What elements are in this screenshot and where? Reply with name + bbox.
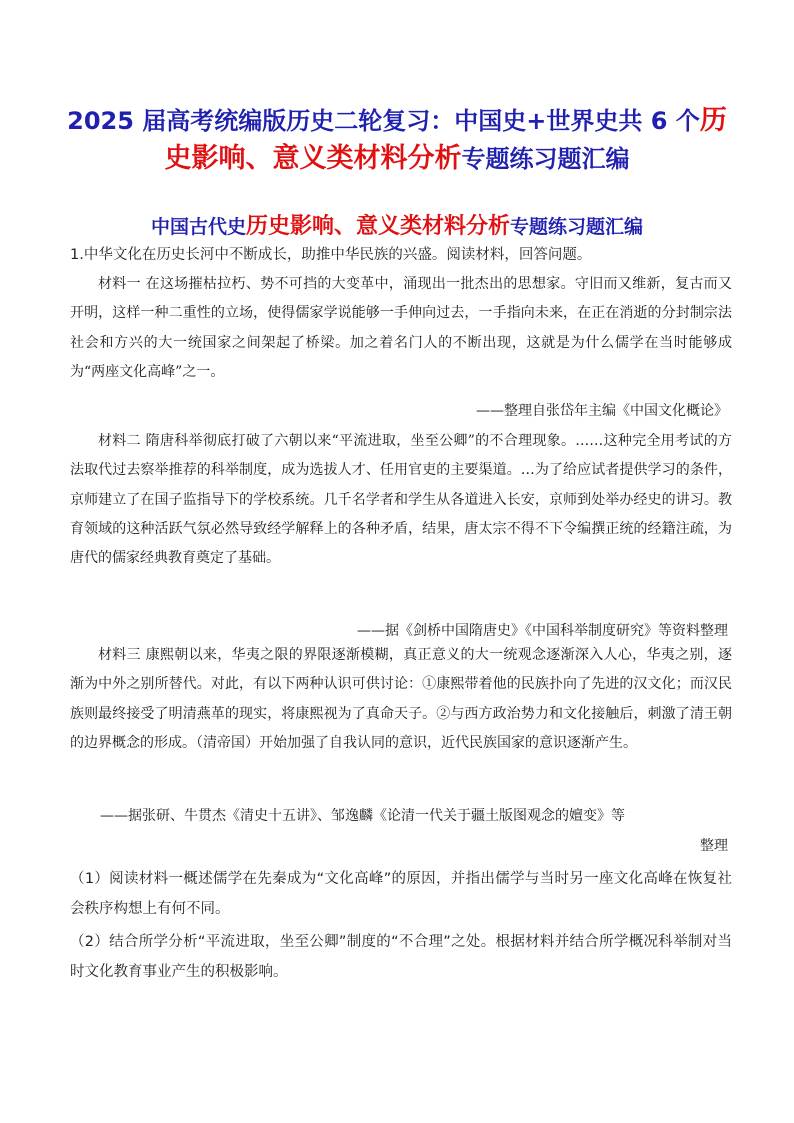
title-part-3: 史影响、意义类材料分析 xyxy=(164,143,462,174)
section-title xyxy=(50,213,744,241)
sub-question-2: （2）结合所学分析“平流进取，坐至公卿”制度的“不合理”之处。根据材料并结合所学概况科举制对当时文化教育事业产生的积极影响。 xyxy=(70,934,732,980)
document-title xyxy=(50,102,744,178)
material-2-source: ——据《剑桥中国隋唐史》《中国科举制度研究》等资料整理 xyxy=(357,623,728,639)
sub-question-1: （1）阅读材料一概述儒学在先秦成为“文化高峰”的原因，并指出儒学与当时另一座文化高峰在恢复社会秩序构想上有何不同。 xyxy=(70,871,732,917)
material-3-text: 材料三 康熙朝以来，华夷之限的界限逐渐模糊，真正意义的大一统观念逐渐深入人心，华夷之别，逐渐为中外之别所替代。对此，有以下两种认识可供讨论：①康熙带着他的民族扑向了先进的汉文化；而汉民族则最终接受了明清燕革的现实，将康熙视为了真命天子。②与西方政治势力和文化接触后，刺激了清王朝的边界概念的形成。（清帝国）开始加强了自我认同的意识，近代民族国家的意识逐渐产生。 xyxy=(70,647,732,751)
question-intro: 1.中华文化在历史长河中不断成长，助推中华民族的兴盛。阅读材料，回答问题。 xyxy=(70,247,592,263)
material-1-source: ——整理自张岱年主编《中国文化概论》 xyxy=(476,403,728,419)
section-part-3: 专题练习题汇编 xyxy=(510,216,644,238)
material-1-text: 材料一 在这场摧枯拉朽、势不可挡的大变革中，涌现出一批杰出的思想家。守旧而又维新，复古而又开明，这样一种二重性的立场，使得儒家学说能够一手伸向过去，一手指向未来，在正在消逝的分封制宗法社会和方兴的大一统国家之间架起了桥梁。加之着名门人的不断出现，这就是为什么儒学在当时能够成为“两座文化高峰”之一。 xyxy=(70,276,732,380)
title-part-1: 2025 届高考统编版历史二轮复习：中国史+世界史共 6 个 xyxy=(67,107,700,135)
title-part-4: 专题练习题汇编 xyxy=(461,145,630,173)
material-3-source-line-1: ——据张研、牛贯杰《清史十五讲》、邹逸麟《论清一代关于疆土版图观念的嬗变》等 xyxy=(100,808,625,824)
section-part-2: 历史影响、意义类材料分析 xyxy=(245,214,510,239)
material-3-source-line-2: 整理 xyxy=(700,838,728,854)
title-part-2: 历 xyxy=(699,105,727,136)
section-part-1: 中国古代史 xyxy=(150,216,246,238)
material-2-text: 材料二 隋唐科举彻底打破了六朝以来“平流进取，坐至公卿”的不合理现象。……这种完全用考试的方法取代过去察举推荐的科举制度，成为选拔人才、任用官吏的主要渠道。…为了给应试者提供学习的条件，京师建立了在国子监指导下的学校系统。几千名学者和学生从各道进入长安，京师到处举办经史的讲习。教育领域的这种活跃气氛必然导致经学解释上的各种矛盾，结果，唐太宗不得不下令编撰正统的经籍注疏，为唐代的儒家经典教育奠定了基础。 xyxy=(70,433,732,567)
